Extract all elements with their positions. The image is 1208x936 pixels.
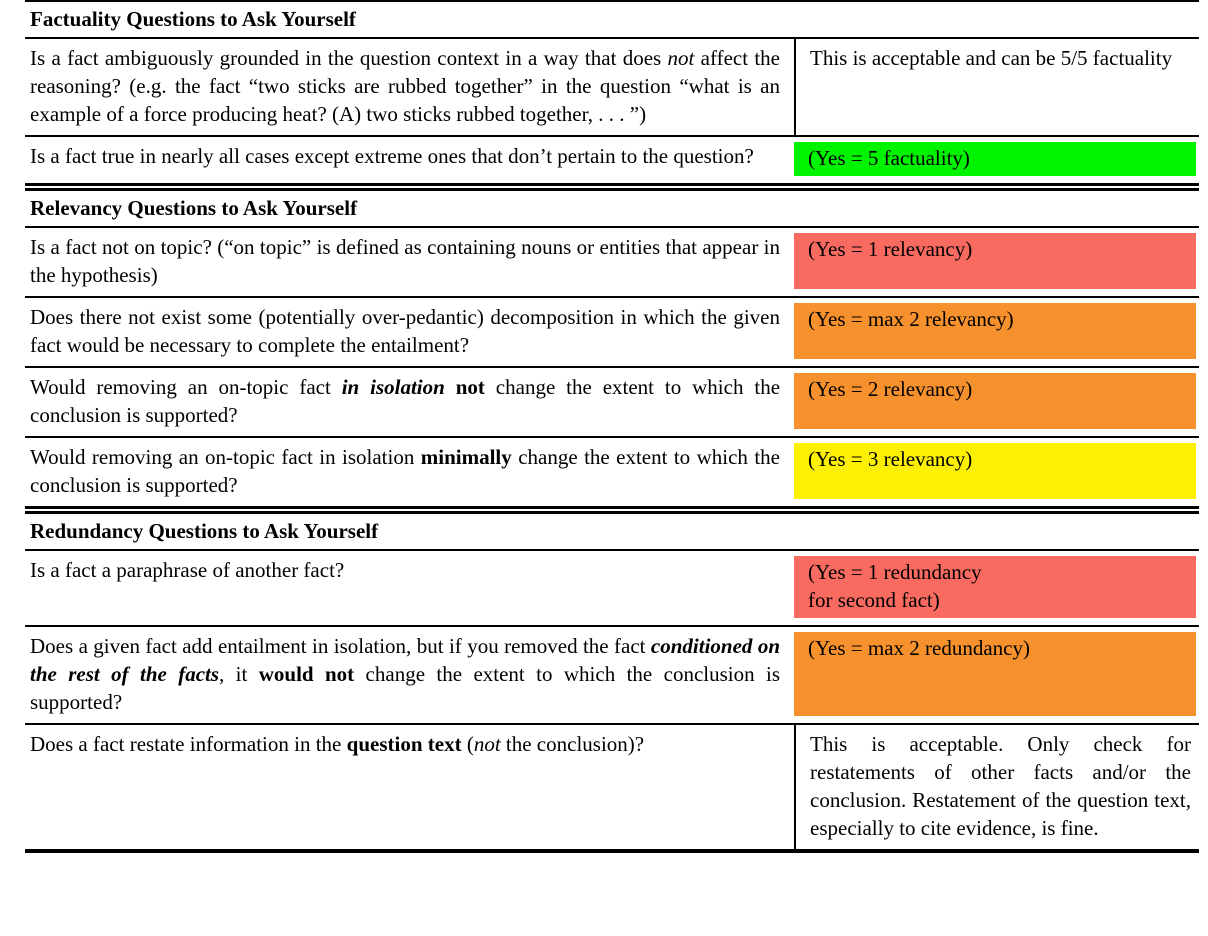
rubric-section bbox=[25, 183, 1199, 506]
section-header: Redundancy Questions to Ask Yourself bbox=[25, 506, 1199, 551]
table-row bbox=[25, 366, 1199, 436]
answer-colorbox-orange: (Yes = max 2 redundancy) bbox=[794, 632, 1196, 716]
table-row bbox=[25, 228, 1199, 296]
section-rows bbox=[25, 228, 1199, 506]
answer-cell: This is acceptable and can be 5/5 factuality bbox=[794, 39, 1199, 135]
answer-colorbox-yellow: (Yes = 3 relevancy) bbox=[794, 443, 1196, 499]
answer-cell bbox=[794, 627, 1199, 723]
question-cell: Is a fact a paraphrase of another fact? bbox=[30, 558, 345, 582]
question-cell: Does a fact restate information in the question text (not the conclusion)? bbox=[30, 732, 645, 756]
rubric-section bbox=[25, 506, 1199, 849]
table-row bbox=[25, 135, 1199, 183]
table-row bbox=[25, 551, 1199, 625]
answer-cell bbox=[794, 368, 1199, 436]
answer-colorbox-orange: (Yes = max 2 relevancy) bbox=[794, 303, 1196, 359]
section-header: Factuality Questions to Ask Yourself bbox=[25, 2, 1199, 39]
table-row bbox=[25, 723, 1199, 849]
answer-colorbox-red: (Yes = 1 relevancy) bbox=[794, 233, 1196, 289]
question-cell: Would removing an on-topic fact in isolation minimally change the extent to which the conclusion is supported? bbox=[30, 445, 780, 497]
answer-cell bbox=[794, 137, 1199, 183]
question-cell: Would removing an on-topic fact in isolation not change the extent to which the conclusion is supported? bbox=[30, 375, 781, 427]
answer-cell bbox=[794, 298, 1199, 366]
section-header: Relevancy Questions to Ask Yourself bbox=[25, 183, 1199, 228]
answer-colorbox-red: (Yes = 1 redundancy for second fact) bbox=[794, 556, 1196, 618]
table-row bbox=[25, 436, 1199, 506]
question-cell: Does a given fact add entailment in isolation, but if you removed the fact conditioned on the rest of the facts, it would not change the extent to which the conclusion is supported? bbox=[30, 634, 781, 714]
table-row bbox=[25, 296, 1199, 366]
answer-cell bbox=[794, 228, 1199, 296]
rubric-section bbox=[25, 2, 1199, 183]
question-cell: Is a fact true in nearly all cases except extreme ones that don’t pertain to the question? bbox=[30, 144, 754, 168]
answer-colorbox-green: (Yes = 5 factuality) bbox=[794, 142, 1196, 176]
question-cell: Does there not exist some (potentially over-pedantic) decomposition in which the given fact would be necessary to complete the entailment? bbox=[30, 305, 780, 357]
annotation-rubric-table bbox=[25, 0, 1199, 853]
answer-cell: This is acceptable. Only check for restatements of other facts and/or the conclusion. Restatement of the question text, especially to cite evidence, is fine. bbox=[794, 725, 1199, 849]
table-row bbox=[25, 625, 1199, 723]
answer-cell bbox=[794, 438, 1199, 506]
question-cell: Is a fact ambiguously grounded in the question context in a way that does not affect the reasoning? (e.g. the fact “two sticks are rubbed together” in the question “what is an example of a force producing heat? (A) two sticks rubbed together, . . . ”) bbox=[30, 46, 780, 126]
section-rows bbox=[25, 39, 1199, 183]
answer-cell bbox=[794, 551, 1199, 625]
answer-colorbox-orange: (Yes = 2 relevancy) bbox=[794, 373, 1196, 429]
section-rows bbox=[25, 551, 1199, 849]
table-row bbox=[25, 39, 1199, 135]
question-cell: Is a fact not on topic? (“on topic” is defined as containing nouns or entities that appear in the hypothesis) bbox=[30, 235, 780, 287]
